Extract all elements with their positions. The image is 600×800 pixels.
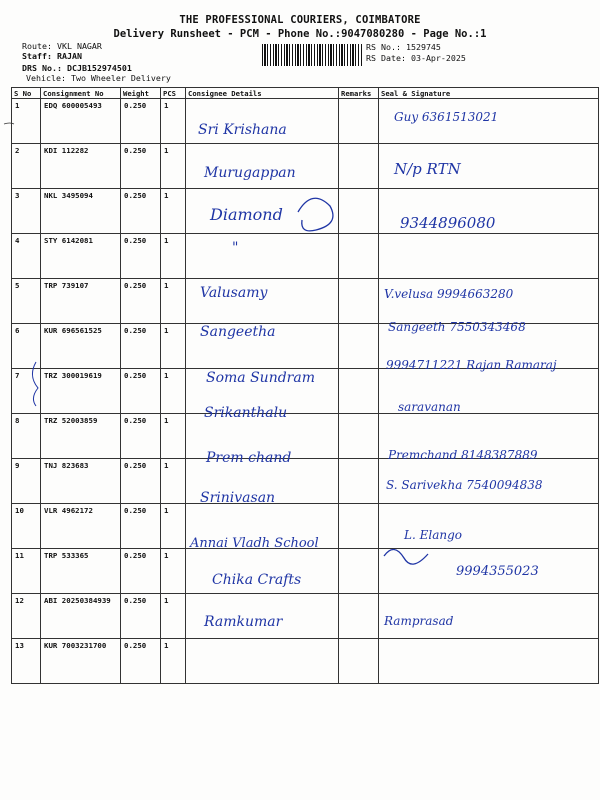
consignee-handwriting: Ramkumar — [204, 614, 283, 630]
table-row — [12, 594, 599, 639]
rs-date: RS Date: 03-Apr-2025 — [366, 53, 466, 63]
sno-cell: 13 — [12, 639, 41, 684]
sno-cell: 8 — [12, 414, 41, 459]
sno-cell: 1 — [12, 99, 41, 144]
pcs-cell: 1 — [161, 414, 186, 459]
sno-cell: 2 — [12, 144, 41, 189]
remarks-cell — [339, 639, 379, 684]
table-row — [12, 234, 599, 279]
col-header: Remarks — [339, 88, 379, 99]
pcs-cell: 1 — [161, 234, 186, 279]
sno-cell: 12 — [12, 594, 41, 639]
sno-cell: 4 — [12, 234, 41, 279]
consignment-cell: NKL 3495094 — [41, 189, 121, 234]
sno-cell: 7 — [12, 369, 41, 414]
signature-handwriting: Ramprasad — [384, 614, 454, 628]
pcs-cell: 1 — [161, 504, 186, 549]
weight-cell: 0.250 — [121, 324, 161, 369]
pcs-cell: 1 — [161, 279, 186, 324]
company-title: THE PROFESSIONAL COURIERS, COIMBATORE — [179, 14, 421, 26]
consignment-cell: KDI 112282 — [41, 144, 121, 189]
consignee-handwriting: Soma Sundram — [206, 370, 315, 386]
remarks-cell — [339, 144, 379, 189]
weight-cell: 0.250 — [121, 639, 161, 684]
col-header: Consignee Details — [186, 88, 339, 99]
weight-cell: 0.250 — [121, 189, 161, 234]
consignment-cell: ABI 20250384939 — [41, 594, 121, 639]
col-header: Seal & Signature — [379, 88, 599, 99]
consignee-cell — [186, 234, 339, 279]
remarks-cell — [339, 189, 379, 234]
signature-handwriting: Premchand 8148387889 — [388, 448, 538, 462]
weight-cell: 0.250 — [121, 594, 161, 639]
remarks-cell — [339, 459, 379, 504]
table-header-row — [12, 88, 599, 99]
pcs-cell: 1 — [161, 189, 186, 234]
consignee-handwriting: Annai Vladh School — [190, 536, 319, 551]
signature-handwriting: S. Sarivekha 7540094838 — [386, 478, 543, 492]
signature-cell — [379, 234, 599, 279]
consignment-cell: TRZ 52003859 — [41, 414, 121, 459]
sno-cell: 11 — [12, 549, 41, 594]
consignee-handwriting: Chika Crafts — [212, 572, 302, 588]
pcs-cell: 1 — [161, 594, 186, 639]
consignment-cell: TRP 533365 — [41, 549, 121, 594]
pcs-cell: 1 — [161, 99, 186, 144]
weight-cell: 0.250 — [121, 279, 161, 324]
consignee-handwriting: Valusamy — [200, 285, 268, 301]
signature-cell — [379, 639, 599, 684]
col-header: S No — [12, 88, 41, 99]
remarks-cell — [339, 504, 379, 549]
sno-cell: 5 — [12, 279, 41, 324]
weight-cell: 0.250 — [121, 144, 161, 189]
signature-handwriting: Guy 6361513021 — [394, 110, 499, 124]
consignee-handwriting: Prem chand — [206, 450, 292, 466]
signature-handwriting: 9994355023 — [456, 564, 539, 579]
remarks-cell — [339, 414, 379, 459]
table-row — [12, 189, 599, 234]
pcs-cell: 1 — [161, 639, 186, 684]
signature-handwriting: V.velusa 9994663280 — [384, 287, 514, 301]
table-row — [12, 639, 599, 684]
consignee-handwriting: Diamond — [210, 205, 283, 224]
signature-handwriting: saravanan — [398, 400, 461, 414]
weight-cell: 0.250 — [121, 414, 161, 459]
route-label: Route: VKL NAGAR — [22, 41, 102, 51]
consignee-handwriting: Srikanthalu — [204, 405, 288, 421]
remarks-cell — [339, 549, 379, 594]
consignment-cell: TRP 739107 — [41, 279, 121, 324]
remarks-cell — [339, 369, 379, 414]
consignee-handwriting: Murugappan — [204, 165, 296, 181]
remarks-cell — [339, 324, 379, 369]
remarks-cell — [339, 594, 379, 639]
consignee-cell — [186, 639, 339, 684]
table-row — [12, 279, 599, 324]
consignee-handwriting: " — [232, 240, 239, 256]
weight-cell: 0.250 — [121, 234, 161, 279]
consignment-cell: KUR 7003231700 — [41, 639, 121, 684]
consignment-cell: EDQ 600005493 — [41, 99, 121, 144]
staff-label: Staff: RAJAN — [22, 51, 82, 61]
pcs-cell: 1 — [161, 459, 186, 504]
vehicle-label: Vehicle: Two Wheeler Delivery — [26, 73, 171, 83]
pcs-cell: 1 — [161, 324, 186, 369]
weight-cell: 0.250 — [121, 549, 161, 594]
pcs-cell: 1 — [161, 369, 186, 414]
consignment-cell: STY 6142081 — [41, 234, 121, 279]
signature-handwriting: N/p RTN — [394, 160, 461, 178]
pcs-cell: 1 — [161, 549, 186, 594]
col-header: Consignment No — [41, 88, 121, 99]
table-row — [12, 144, 599, 189]
table-row — [12, 99, 599, 144]
runsheet-subtitle: Delivery Runsheet - PCM - Phone No.:9047080280 - Page No.:1 — [113, 28, 487, 40]
col-header: PCS — [161, 88, 186, 99]
consignment-cell: TRZ 300019619 — [41, 369, 121, 414]
signature-handwriting: Sangeeth 7550343468 — [388, 320, 526, 334]
weight-cell: 0.250 — [121, 504, 161, 549]
remarks-cell — [339, 279, 379, 324]
barcode — [262, 44, 362, 66]
drs-number: DRS No.: DCJB152974501 — [22, 63, 132, 73]
signature-handwriting: L. Elango — [404, 528, 462, 542]
consignee-handwriting: Sangeetha — [200, 324, 276, 340]
rs-number: RS No.: 1529745 — [366, 42, 441, 52]
weight-cell: 0.250 — [121, 459, 161, 504]
signature-handwriting: 9344896080 — [400, 214, 496, 232]
consignment-cell: KUR 696561525 — [41, 324, 121, 369]
remarks-cell — [339, 99, 379, 144]
signature-cell — [379, 279, 599, 324]
sno-cell: 10 — [12, 504, 41, 549]
consignee-handwriting: Sri Krishana — [198, 122, 287, 138]
remarks-cell — [339, 234, 379, 279]
pcs-cell: 1 — [161, 144, 186, 189]
weight-cell: 0.250 — [121, 369, 161, 414]
sno-cell: 9 — [12, 459, 41, 504]
consignment-cell: VLR 4962172 — [41, 504, 121, 549]
consignment-cell: TNJ 823683 — [41, 459, 121, 504]
col-header: Weight — [121, 88, 161, 99]
consignee-handwriting: Srinivasan — [200, 490, 276, 506]
signature-handwriting: 9994711221 Rajan Ramaraj — [386, 358, 557, 372]
weight-cell: 0.250 — [121, 99, 161, 144]
sno-cell: 3 — [12, 189, 41, 234]
sno-cell: 6 — [12, 324, 41, 369]
